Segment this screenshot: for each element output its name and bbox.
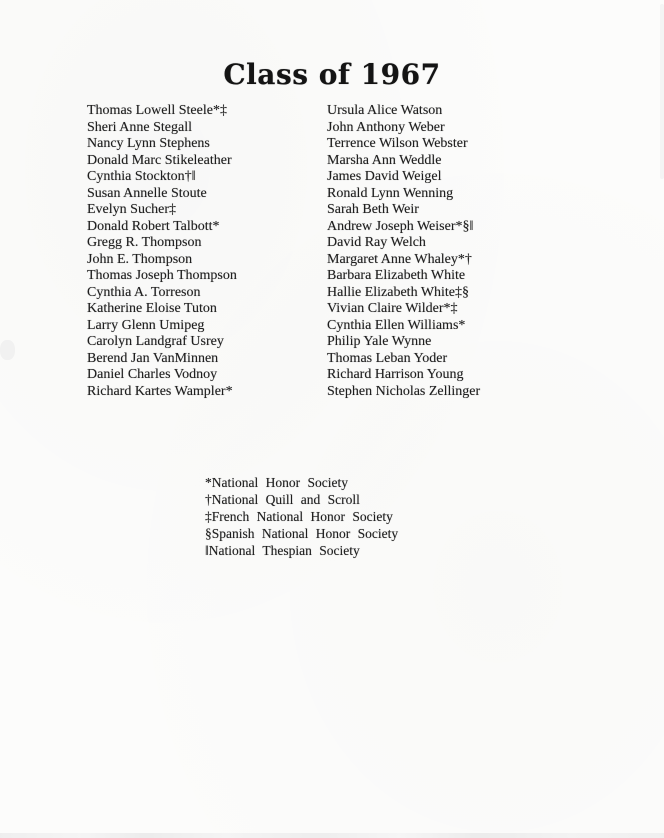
- roster-name: Donald Marc Stikeleather: [87, 152, 232, 168]
- roster-name: Vivian Claire Wilder*‡: [327, 301, 458, 316]
- roster-name: Sheri Anne Stegall: [87, 119, 192, 135]
- legend-symbol: *: [205, 475, 212, 490]
- legend-item: [205, 508, 398, 525]
- roster-name: Katherine Eloise Tuton: [87, 301, 217, 316]
- legend-item: [205, 542, 398, 559]
- page-title: Class of 1967: [223, 58, 441, 91]
- symbol-legend: [205, 474, 398, 559]
- roster-name: Susan Annelle Stoute: [87, 185, 207, 201]
- roster-name: Cynthia A. Torreson: [87, 284, 201, 300]
- roster-name: Sarah Beth Weir: [327, 202, 419, 217]
- legend-symbol: §: [205, 526, 212, 541]
- roster-name: Carolyn Landgraf Usrey: [87, 334, 224, 349]
- scan-artifact-left-smudge: [0, 340, 15, 360]
- roster-name: Larry Glenn Umipeg: [87, 317, 205, 333]
- roster-name: Gregg R. Thompson: [87, 235, 202, 250]
- roster-name: Hallie Elizabeth White‡§: [327, 284, 470, 300]
- roster-name: Barbara Elizabeth White: [327, 268, 466, 283]
- roster-column-left: [87, 103, 237, 400]
- roster-name: Terrence Wilson Webster: [327, 136, 468, 151]
- scan-artifact-bottom-band: [0, 833, 664, 838]
- legend-item: [205, 474, 398, 491]
- legend-item: [205, 491, 398, 508]
- roster-name: Philip Yale Wynne: [327, 334, 432, 349]
- roster-name: Ursula Alice Watson: [327, 103, 443, 118]
- roster-name: Cynthia Stockton†‖: [87, 169, 196, 184]
- roster-name: Thomas Lowell Steele*‡: [87, 103, 227, 118]
- roster-name: Cynthia Ellen Williams*: [327, 317, 466, 333]
- roster-name: James David Weigel: [327, 169, 442, 184]
- legend-label: Spanish National Honor Society: [211, 526, 399, 541]
- roster-name: Donald Robert Talbott*: [87, 218, 220, 234]
- roster-name: Evelyn Sucher‡: [87, 202, 177, 217]
- legend-label: National Thespian Society: [208, 543, 360, 558]
- roster-name: Ronald Lynn Wenning: [327, 185, 454, 201]
- legend-label: National Honor Society: [211, 475, 348, 490]
- roster-name: Andrew Joseph Weiser*§‖: [327, 218, 474, 234]
- roster-name: Thomas Leban Yoder: [327, 350, 448, 366]
- roster-name: John E. Thompson: [87, 251, 193, 267]
- roster-name: Richard Kartes Wampler*: [87, 383, 233, 399]
- roster-name: Marsha Ann Weddle: [327, 152, 442, 168]
- roster-name: Daniel Charles Vodnoy: [87, 367, 218, 382]
- roster-name: Stephen Nicholas Zellinger: [327, 383, 481, 399]
- legend-symbol: ‖: [205, 543, 209, 558]
- roster-name: Nancy Lynn Stephens: [87, 136, 210, 151]
- roster-name: Thomas Joseph Thompson: [87, 268, 237, 283]
- legend-label: French National Honor Society: [211, 509, 393, 524]
- roster-column-right: [327, 103, 480, 400]
- roster-name: John Anthony Weber: [327, 119, 445, 135]
- legend-symbol: ‡: [205, 509, 212, 524]
- legend-symbol: †: [205, 492, 212, 507]
- roster-name: David Ray Welch: [327, 235, 426, 250]
- roster-name: Richard Harrison Young: [327, 367, 464, 382]
- roster-name: Berend Jan VanMinnen: [87, 350, 219, 366]
- roster-name: Margaret Anne Whaley*†: [327, 251, 472, 267]
- legend-item: [205, 525, 398, 542]
- legend-label: National Quill and Scroll: [211, 492, 360, 507]
